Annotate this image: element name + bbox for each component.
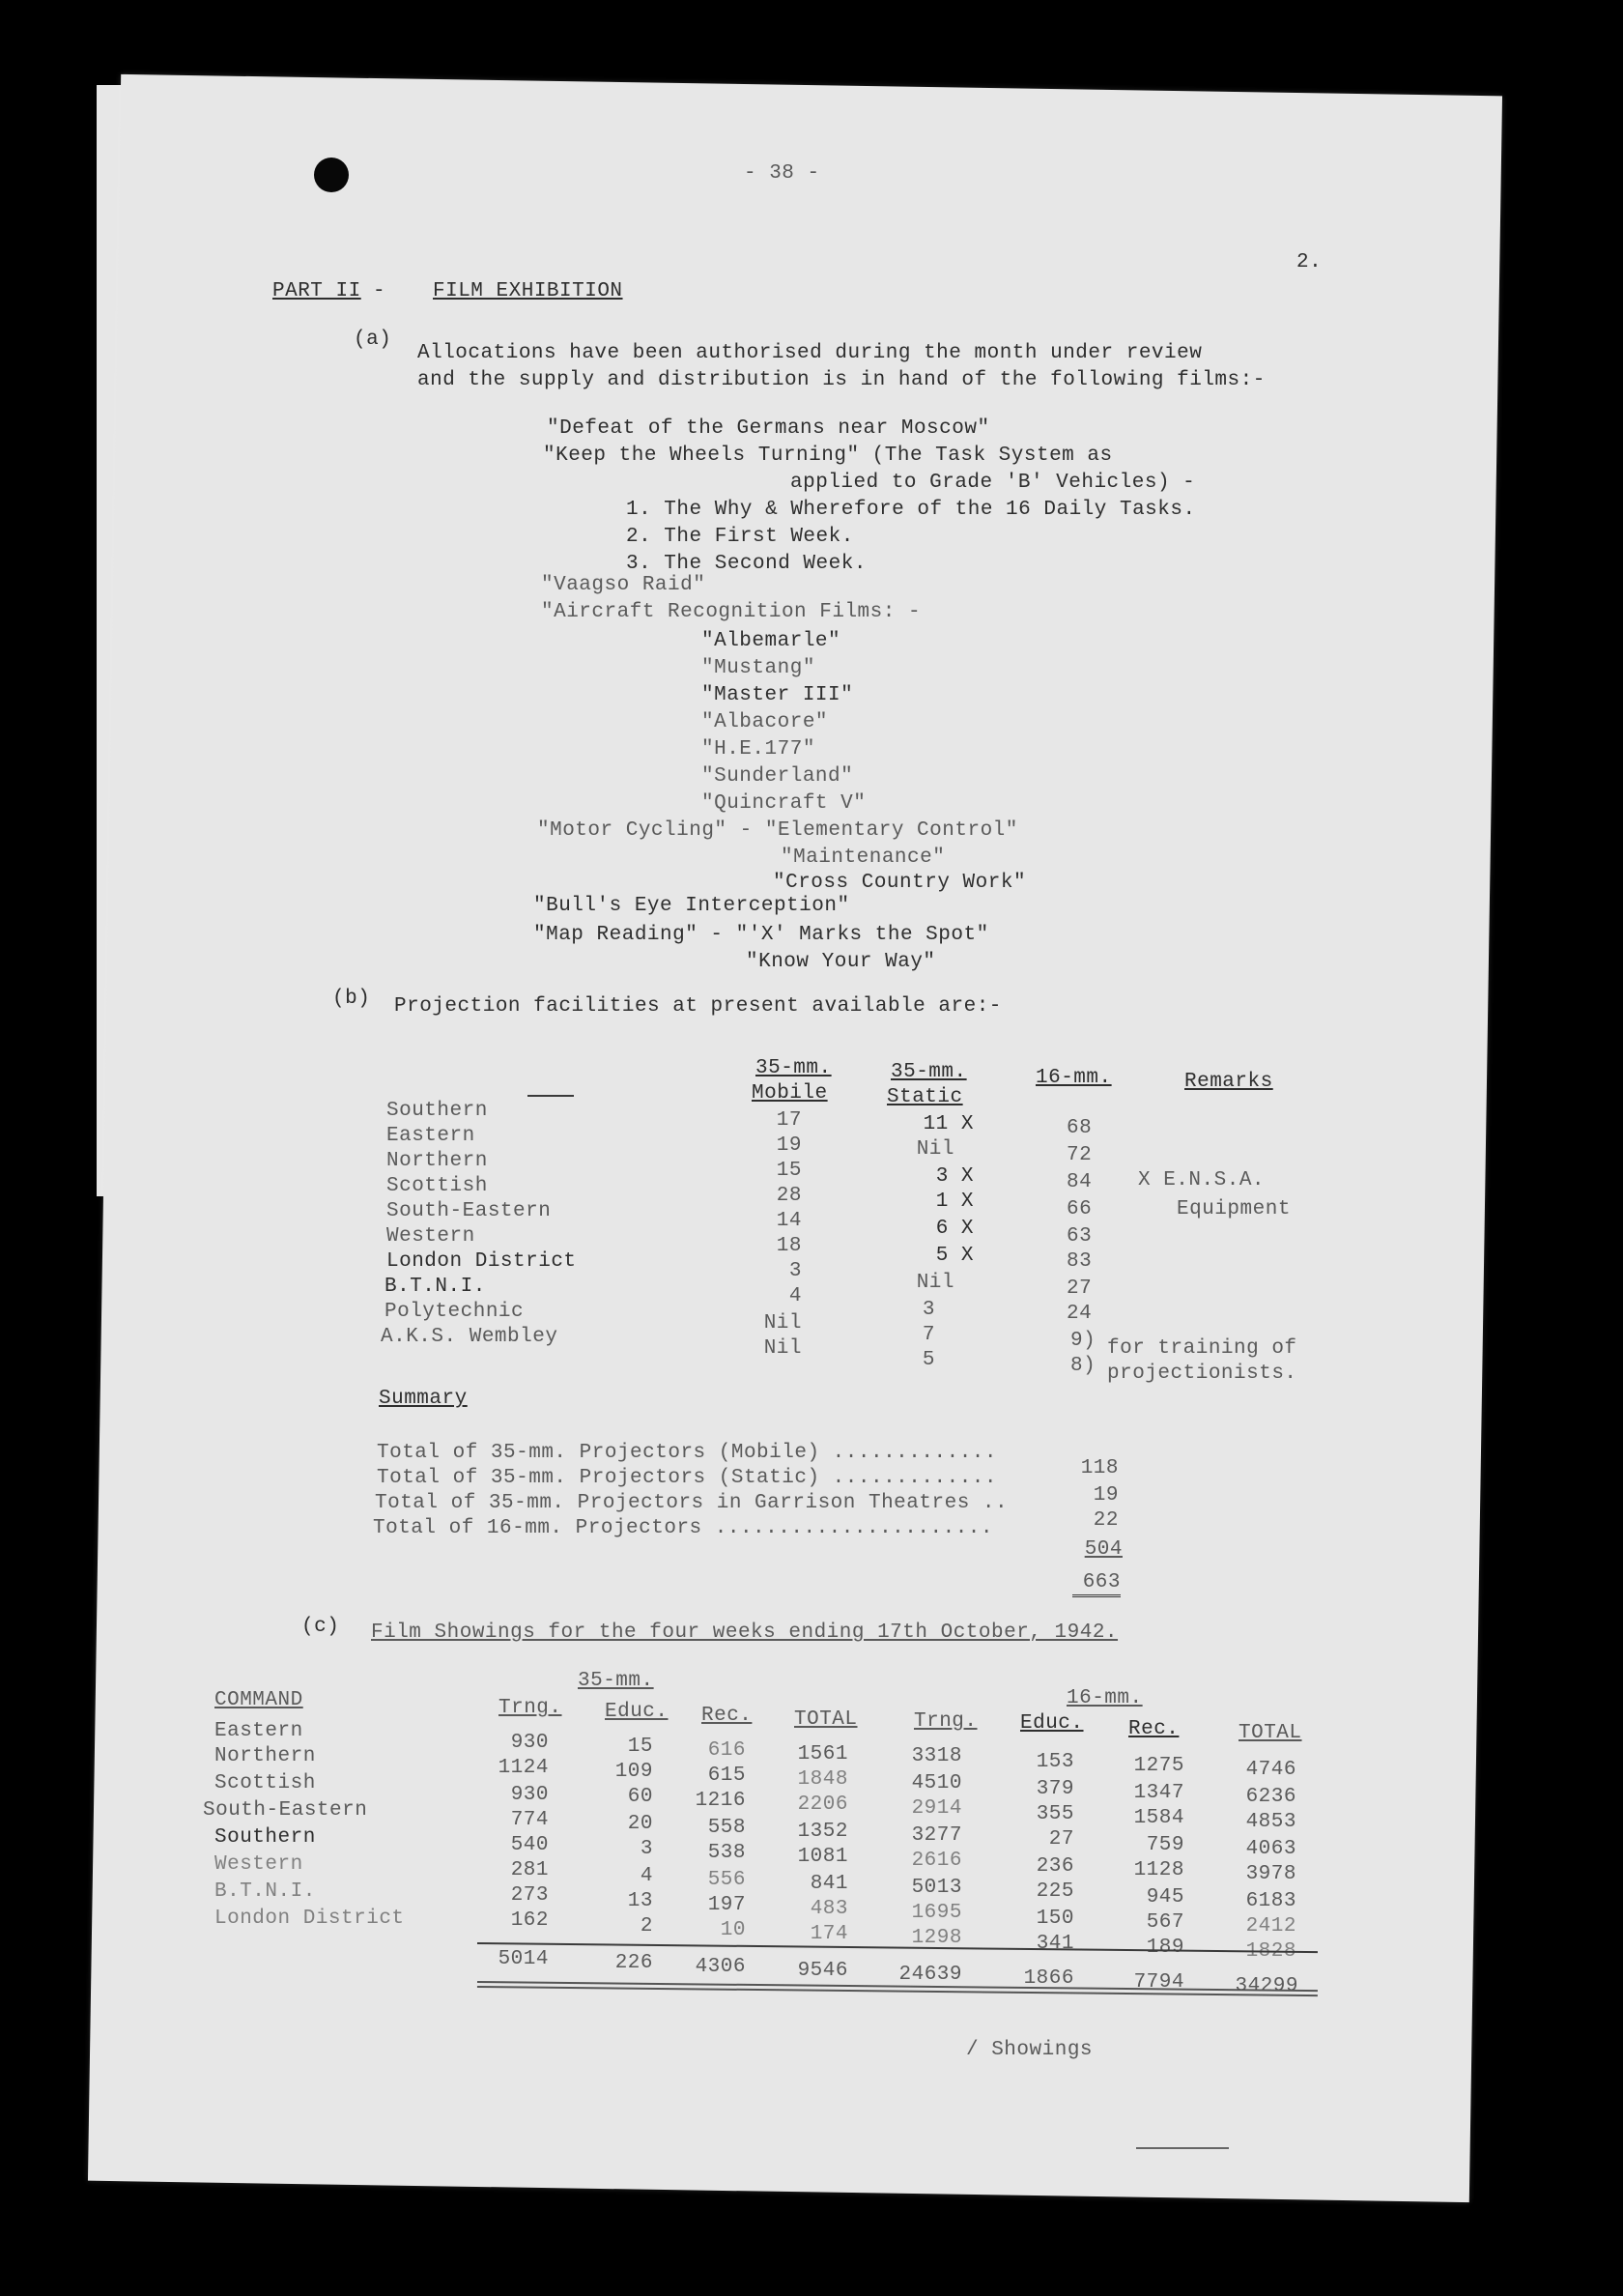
total-cell: 1561 bbox=[797, 1743, 848, 1765]
rec16-cell: 189 bbox=[1146, 1937, 1184, 1959]
col-header-educ-16: Educ. bbox=[1020, 1712, 1084, 1735]
command-name: Eastern bbox=[214, 1720, 303, 1742]
remark-ensa: X E.N.S.A. bbox=[1138, 1169, 1266, 1191]
trng-cell: 162 bbox=[510, 1909, 549, 1932]
facility-mobile: 19 bbox=[776, 1134, 802, 1157]
film-title: "Know Your Way" bbox=[746, 951, 936, 973]
trng-cell: 774 bbox=[510, 1809, 549, 1831]
grand-total-total16: 34299 bbox=[1235, 1975, 1298, 1997]
summary-line: Total of 35-mm. Projectors in Garrison Theatres .. bbox=[375, 1492, 1009, 1514]
rec-cell: 197 bbox=[707, 1894, 746, 1916]
command-name: South-Eastern bbox=[203, 1799, 368, 1822]
educ-cell: 2 bbox=[640, 1915, 653, 1937]
total-cell: 1848 bbox=[797, 1768, 848, 1791]
total-cell: 1352 bbox=[797, 1821, 848, 1843]
rec-cell: 558 bbox=[707, 1817, 746, 1839]
facility-name: A.K.S. Wembley bbox=[381, 1326, 558, 1348]
summary-line: Total of 35-mm. Projectors (Mobile) ............. bbox=[377, 1442, 998, 1464]
facility-static: 5 bbox=[922, 1349, 935, 1371]
total-cell: 841 bbox=[810, 1873, 848, 1895]
summary-value: 118 bbox=[1080, 1457, 1119, 1479]
total16-cell: 1828 bbox=[1245, 1940, 1296, 1963]
film-title: "Motor Cycling" - "Elementary Control" bbox=[537, 819, 1018, 842]
film-title: "Map Reading" - "'X' Marks the Spot" bbox=[533, 924, 989, 946]
facility-static: 6 X bbox=[935, 1218, 974, 1240]
film-title: "Bull's Eye Interception" bbox=[533, 895, 850, 917]
facility-mobile: 4 bbox=[788, 1285, 802, 1307]
facility-name: Eastern bbox=[386, 1125, 475, 1147]
trng-cell: 281 bbox=[510, 1859, 549, 1881]
heading-dash: - bbox=[373, 280, 386, 302]
rec-cell: 556 bbox=[707, 1869, 746, 1891]
grand-total-trng16: 24639 bbox=[898, 1964, 962, 1986]
film-title: 2. The First Week. bbox=[626, 526, 854, 548]
part-heading: PART II bbox=[272, 280, 361, 302]
film-title: "Maintenance" bbox=[781, 847, 946, 869]
educ16-cell: 27 bbox=[1048, 1828, 1074, 1851]
trng16-cell: 4510 bbox=[911, 1772, 962, 1794]
facility-16mm: 63 bbox=[1067, 1225, 1093, 1248]
facility-static: 3 X bbox=[935, 1165, 974, 1188]
facility-static: 7 bbox=[922, 1324, 935, 1346]
facility-mobile: 3 bbox=[788, 1260, 802, 1282]
page-number: - 38 - bbox=[744, 162, 820, 185]
film-title: "Quincraft V" bbox=[701, 792, 867, 815]
educ-cell: 13 bbox=[627, 1890, 653, 1912]
film-title: applied to Grade 'B' Vehicles) - bbox=[790, 472, 1196, 494]
educ16-cell: 225 bbox=[1036, 1880, 1074, 1903]
film-title: "Albemarle" bbox=[701, 630, 841, 652]
facility-16mm: 66 bbox=[1067, 1198, 1093, 1220]
facility-mobile: Nil bbox=[763, 1312, 802, 1335]
col-header-mobile: 35-mm. bbox=[755, 1057, 832, 1079]
educ-cell: 109 bbox=[614, 1761, 653, 1783]
total16-cell: 3978 bbox=[1245, 1863, 1296, 1885]
film-title: "Aircraft Recognition Films: - bbox=[541, 601, 922, 623]
film-title: "Defeat of the Germans near Moscow" bbox=[547, 417, 990, 440]
total16-cell: 4746 bbox=[1245, 1759, 1296, 1781]
col-header-command: COMMAND bbox=[214, 1689, 303, 1711]
trng-cell: 273 bbox=[510, 1884, 549, 1907]
facility-16mm: 24 bbox=[1067, 1303, 1093, 1325]
rec16-cell: 1347 bbox=[1133, 1782, 1184, 1804]
punch-hole bbox=[314, 158, 349, 192]
grand-total-total: 9546 bbox=[797, 1960, 848, 1982]
film-title: "Vaagso Raid" bbox=[541, 574, 706, 596]
film-title: "Mustang" bbox=[701, 657, 815, 679]
summary-value: 22 bbox=[1093, 1509, 1119, 1532]
facility-mobile: 17 bbox=[776, 1109, 802, 1132]
command-name: London District bbox=[214, 1908, 405, 1930]
col-header-static: Static bbox=[887, 1086, 963, 1108]
facility-name: B.T.N.I. bbox=[384, 1276, 486, 1298]
facility-static: Nil bbox=[916, 1272, 954, 1294]
facility-static: 3 bbox=[922, 1299, 935, 1321]
educ-cell: 3 bbox=[640, 1838, 653, 1860]
section-title: FILM EXHIBITION bbox=[433, 280, 623, 302]
facility-16mm: 68 bbox=[1067, 1117, 1093, 1139]
educ-cell: 20 bbox=[627, 1813, 653, 1835]
summary-total: 663 bbox=[1072, 1571, 1121, 1597]
facility-static: 1 X bbox=[935, 1191, 974, 1213]
col-header-rec-16: Rec. bbox=[1128, 1718, 1180, 1740]
educ16-cell: 150 bbox=[1036, 1908, 1074, 1930]
rec16-cell: 1275 bbox=[1133, 1755, 1184, 1777]
educ-cell: 15 bbox=[627, 1736, 653, 1758]
group-header-35mm: 35-mm. bbox=[578, 1670, 654, 1692]
summary-value: 504 bbox=[1084, 1538, 1123, 1561]
total-cell: 2206 bbox=[797, 1794, 848, 1816]
trng16-cell: 5013 bbox=[911, 1877, 962, 1899]
facility-16mm: 8) bbox=[1070, 1355, 1096, 1377]
total16-cell: 2412 bbox=[1245, 1915, 1296, 1937]
corner-number: 2. bbox=[1296, 251, 1323, 273]
total16-cell: 6236 bbox=[1245, 1786, 1296, 1808]
grand-total-educ16: 1866 bbox=[1023, 1967, 1074, 1990]
grand-total-rec: 4306 bbox=[695, 1956, 746, 1978]
remark-training: projectionists. bbox=[1107, 1363, 1297, 1385]
facility-name: South-Eastern bbox=[386, 1200, 552, 1222]
educ-cell: 4 bbox=[640, 1865, 653, 1887]
film-title: 3. The Second Week. bbox=[626, 553, 867, 575]
facility-16mm: 9) bbox=[1070, 1330, 1096, 1352]
total16-cell: 4063 bbox=[1245, 1838, 1296, 1860]
facility-16mm: 83 bbox=[1067, 1250, 1093, 1273]
remark-training: for training of bbox=[1107, 1337, 1297, 1360]
educ16-cell: 341 bbox=[1036, 1933, 1074, 1955]
rec-cell: 616 bbox=[707, 1739, 746, 1762]
command-name: Northern bbox=[214, 1745, 316, 1767]
command-name: Southern bbox=[214, 1826, 316, 1849]
facility-mobile: 28 bbox=[776, 1185, 802, 1207]
educ16-cell: 236 bbox=[1036, 1855, 1074, 1878]
total16-cell: 4853 bbox=[1245, 1811, 1296, 1833]
total-cell: 483 bbox=[810, 1898, 848, 1920]
film-title: "H.E.177" bbox=[701, 738, 815, 761]
facility-16mm: 84 bbox=[1067, 1171, 1093, 1193]
film-title: "Master III" bbox=[701, 684, 854, 706]
trng16-cell: 2914 bbox=[911, 1797, 962, 1820]
film-title: "Sunderland" bbox=[701, 765, 854, 788]
facility-mobile: Nil bbox=[763, 1337, 802, 1360]
col-header-total-16: TOTAL bbox=[1239, 1722, 1302, 1744]
facility-name: Northern bbox=[386, 1150, 488, 1172]
total-cell: 174 bbox=[810, 1923, 848, 1945]
section-a-label: (a) bbox=[354, 329, 392, 351]
col-header-trng: Trng. bbox=[498, 1697, 562, 1719]
facility-16mm: 27 bbox=[1067, 1277, 1093, 1300]
rec16-cell: 1128 bbox=[1133, 1859, 1184, 1881]
col-header-rec: Rec. bbox=[701, 1705, 753, 1727]
facility-name: Southern bbox=[386, 1100, 488, 1122]
educ16-cell: 379 bbox=[1036, 1778, 1074, 1800]
trng16-cell: 2616 bbox=[911, 1850, 962, 1872]
total16-cell: 6183 bbox=[1245, 1890, 1296, 1912]
rec16-cell: 945 bbox=[1146, 1886, 1184, 1909]
trng-cell: 540 bbox=[510, 1834, 549, 1856]
facility-mobile: 15 bbox=[776, 1160, 802, 1182]
section-a-line: Allocations have been authorised during the month under review bbox=[417, 342, 1203, 364]
col-header-educ: Educ. bbox=[605, 1701, 669, 1723]
film-title: "Cross Country Work" bbox=[773, 872, 1027, 894]
facility-name: London District bbox=[386, 1250, 577, 1273]
facility-name: Scottish bbox=[386, 1175, 488, 1197]
facility-static: 5 X bbox=[935, 1245, 974, 1267]
film-title: "Keep the Wheels Turning" (The Task System as bbox=[543, 445, 1113, 467]
facility-name: Western bbox=[386, 1225, 475, 1248]
command-name: Western bbox=[214, 1853, 303, 1876]
summary-value: 19 bbox=[1093, 1484, 1119, 1507]
total-cell: 1081 bbox=[797, 1846, 848, 1868]
grand-total-rec16: 7794 bbox=[1133, 1971, 1184, 1994]
section-b-label: (b) bbox=[332, 988, 371, 1010]
facility-mobile: 14 bbox=[776, 1210, 802, 1232]
rec-cell: 538 bbox=[707, 1842, 746, 1864]
summary-line: Total of 35-mm. Projectors (Static) ............. bbox=[377, 1467, 998, 1489]
facility-static: Nil bbox=[916, 1138, 954, 1161]
col-header-mobile: Mobile bbox=[752, 1082, 828, 1105]
summary-heading: Summary bbox=[379, 1388, 468, 1410]
section-a-line: and the supply and distribution is in hand of the following films:- bbox=[417, 369, 1266, 391]
col-header-total: TOTAL bbox=[794, 1708, 858, 1731]
command-name: Scottish bbox=[214, 1772, 316, 1794]
rec-cell: 1216 bbox=[695, 1790, 746, 1812]
trng16-cell: 1695 bbox=[911, 1902, 962, 1924]
educ16-cell: 153 bbox=[1036, 1751, 1074, 1773]
educ16-cell: 355 bbox=[1036, 1803, 1074, 1825]
trng16-cell: 1298 bbox=[911, 1927, 962, 1949]
facility-16mm: 72 bbox=[1067, 1144, 1093, 1166]
rec-cell: 10 bbox=[720, 1919, 746, 1941]
col-header-trng-16: Trng. bbox=[914, 1710, 978, 1733]
trng16-cell: 3277 bbox=[911, 1824, 962, 1847]
rec16-cell: 759 bbox=[1146, 1834, 1184, 1856]
col-header-16mm: 16-mm. bbox=[1036, 1067, 1112, 1089]
facility-name: Polytechnic bbox=[384, 1301, 525, 1323]
trng-cell: 1124 bbox=[498, 1757, 549, 1779]
col-header-static: 35-mm. bbox=[891, 1061, 967, 1083]
section-c-title: Film Showings for the four weeks ending 17th October, 1942. bbox=[371, 1622, 1119, 1644]
command-name: B.T.N.I. bbox=[214, 1880, 316, 1903]
facility-static: 11 X bbox=[923, 1113, 974, 1135]
group-header-16mm: 16-mm. bbox=[1067, 1687, 1143, 1709]
film-title: "Albacore" bbox=[701, 711, 829, 733]
col-header-remarks: Remarks bbox=[1184, 1071, 1273, 1093]
trng-cell: 930 bbox=[510, 1784, 549, 1806]
facility-mobile: 18 bbox=[776, 1235, 802, 1257]
film-title: 1. The Why & Wherefore of the 16 Daily Tasks. bbox=[626, 499, 1196, 521]
rec16-cell: 567 bbox=[1146, 1911, 1184, 1934]
rec-cell: 615 bbox=[707, 1765, 746, 1787]
grand-total-trng: 5014 bbox=[498, 1948, 549, 1970]
section-c-label: (c) bbox=[301, 1616, 340, 1638]
educ-cell: 60 bbox=[627, 1786, 653, 1808]
summary-line: Total of 16-mm. Projectors ...................... bbox=[373, 1517, 994, 1539]
rec16-cell: 1584 bbox=[1133, 1807, 1184, 1829]
section-b-intro: Projection facilities at present available are:- bbox=[394, 995, 1002, 1018]
grand-total-educ: 226 bbox=[614, 1952, 653, 1974]
remark-ensa: Equipment bbox=[1177, 1198, 1291, 1220]
catchword: / Showings bbox=[966, 2039, 1094, 2061]
trng-cell: 930 bbox=[510, 1732, 549, 1754]
trng16-cell: 3318 bbox=[911, 1745, 962, 1767]
